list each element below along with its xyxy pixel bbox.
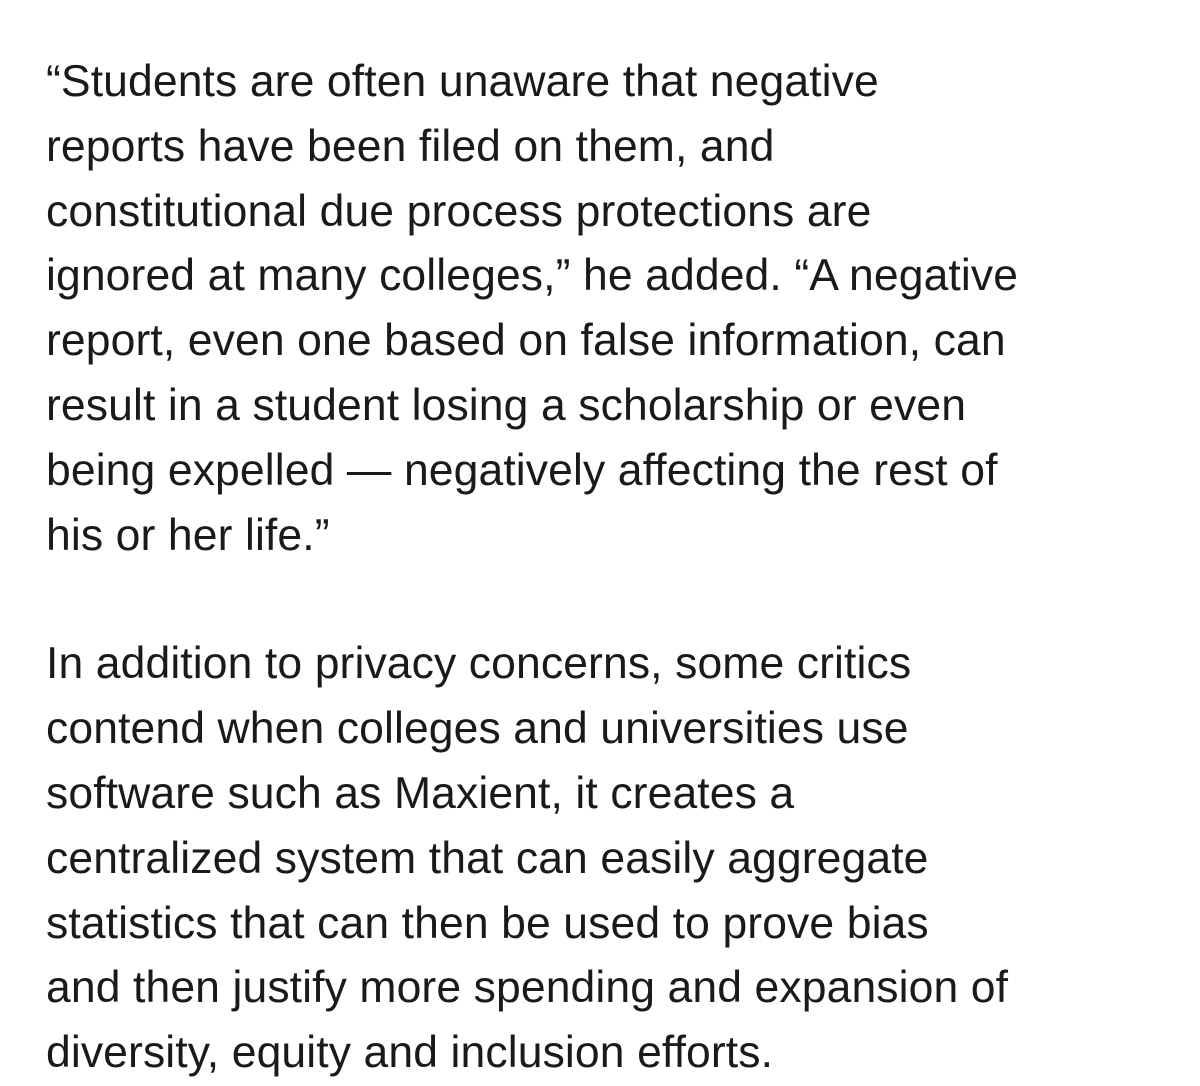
paragraph-line: In addition to privacy concerns, some critics (46, 639, 912, 689)
paragraph-line: reports have been filed on them, and (46, 121, 775, 171)
paragraph-line: result in a student losing a scholarship or even (46, 380, 967, 430)
paragraph-line: his or her life.” (46, 510, 330, 560)
article-paragraph-quote (46, 50, 1200, 568)
paragraph-line: being expelled — negatively affecting the rest of (46, 445, 998, 495)
article-paragraph-critics (46, 632, 1200, 1086)
paragraph-line: report, even one based on false information, can (46, 316, 1006, 366)
paragraph-line: “Students are often unaware that negative (46, 57, 879, 106)
paragraph-line: constitutional due process protections are (46, 186, 872, 236)
paragraph-line: diversity, equity and inclusion efforts. (46, 1028, 774, 1078)
paragraph-line: contend when colleges and universities use (46, 704, 909, 754)
paragraph-line: statistics that can then be used to prove bias (46, 898, 929, 948)
paragraph-line: software such as Maxient, it creates a (46, 768, 795, 818)
paragraph-line: centralized system that can easily aggregate (46, 833, 929, 883)
paragraph-line: ignored at many colleges,” he added. “A negative (46, 251, 1019, 301)
paragraph-line: and then justify more spending and expansion of (46, 963, 1009, 1013)
